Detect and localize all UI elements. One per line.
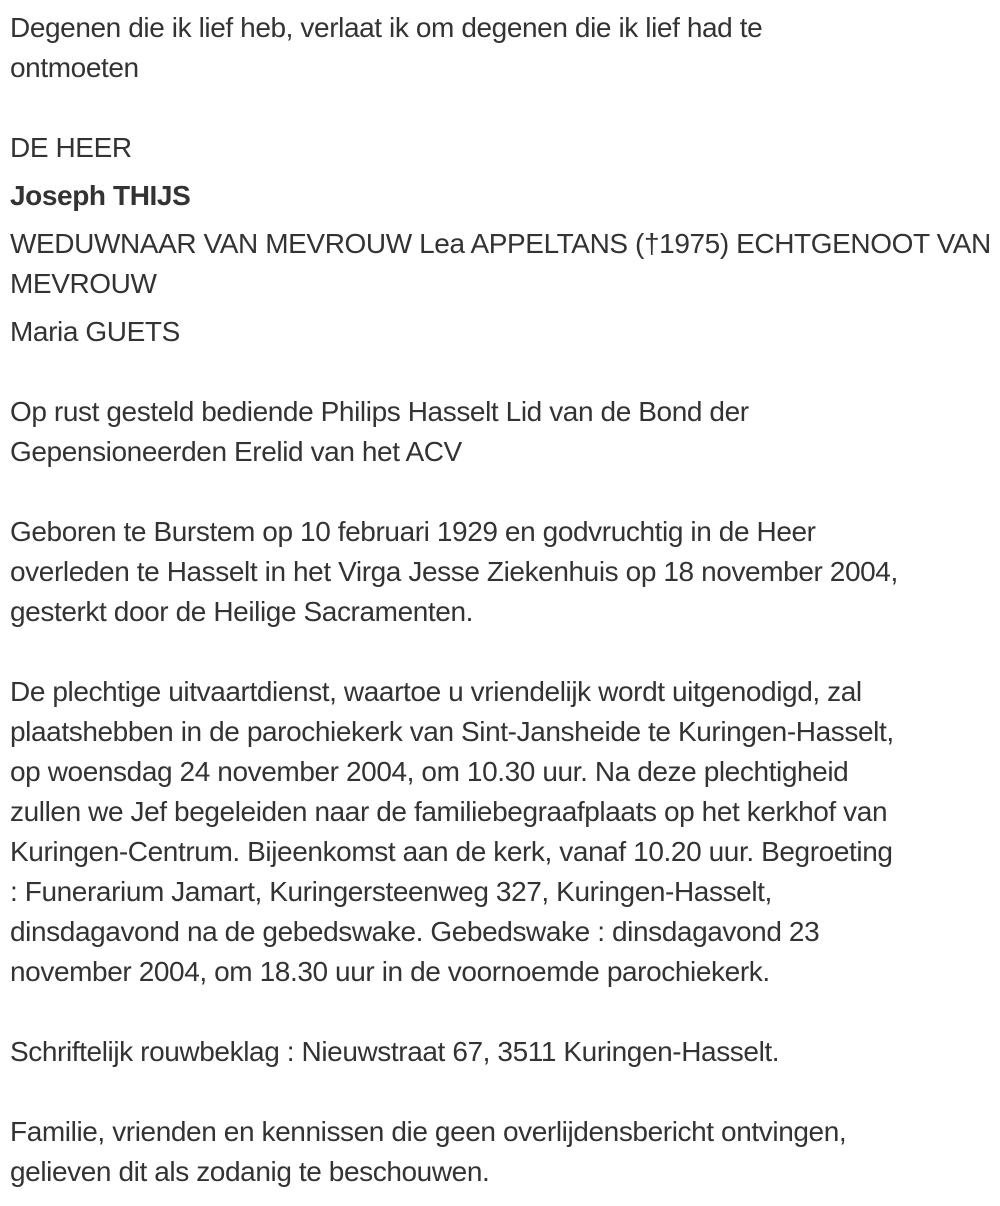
funeral-line-6: : Funerarium Jamart, Kuringersteenweg 327, Kuringen-Hasselt,: [10, 876, 772, 907]
deceased-name: [10, 176, 990, 216]
life-dates-paragraph: [10, 512, 990, 632]
funeral-line-3: op woensdag 24 november 2004, om 10.30 uur. Na deze plechtigheid: [10, 756, 849, 787]
career-line-2: Gepensioneerden Erelid van het ACV: [10, 436, 462, 467]
career-line-1: Op rust gesteld bediende Philips Hasselt Lid van de Bond der: [10, 396, 749, 427]
career-paragraph: [10, 392, 990, 472]
life-dates-line-1: Geboren te Burstem op 10 februari 1929 en godvruchtig in de Heer: [10, 516, 816, 547]
honorific: [10, 128, 990, 168]
quote-line-1: Degenen die ik lief heb, verlaat ik om degenen die ik lief had te: [10, 12, 763, 43]
quote-paragraph: [10, 8, 990, 88]
funeral-line-5: Kuringen-Centrum. Bijeenkomst aan de kerk, vanaf 10.20 uur. Begroeting: [10, 836, 893, 867]
funeral-line-4: zullen we Jef begeleiden naar de familiebegraafplaats op het kerkhof van: [10, 796, 888, 827]
spouse-name: [10, 312, 990, 352]
quote-line-2: ontmoeten: [10, 52, 139, 83]
condolence-address-line: Schriftelijk rouwbeklag : Nieuwstraat 67, 3511 Kuringen-Hasselt.: [10, 1036, 780, 1067]
funeral-line-2: plaatshebben in de parochiekerk van Sint-Jansheide te Kuringen-Hasselt,: [10, 716, 894, 747]
marital-status-paragraph: [10, 224, 990, 304]
marital-status-line-2: MEVROUW: [10, 268, 157, 299]
closing-notice-paragraph: [10, 1112, 990, 1192]
honorific-line: DE HEER: [10, 132, 132, 163]
deceased-name-line: Joseph THIJS: [10, 180, 191, 211]
closing-notice-line-1: Familie, vrienden en kennissen die geen overlijdensbericht ontvingen,: [10, 1116, 847, 1147]
spouse-name-line: Maria GUETS: [10, 316, 180, 347]
marital-status-line-1: WEDUWNAAR VAN MEVROUW Lea APPELTANS (†1975) ECHTGENOOT VAN: [10, 228, 991, 259]
closing-notice-line-2: gelieven dit als zodanig te beschouwen.: [10, 1156, 490, 1187]
life-dates-line-2: overleden te Hasselt in het Virga Jesse Ziekenhuis op 18 november 2004,: [10, 556, 898, 587]
funeral-line-7: dinsdagavond na de gebedswake. Gebedswake : dinsdagavond 23: [10, 916, 820, 947]
life-dates-line-3: gesterkt door de Heilige Sacramenten.: [10, 596, 474, 627]
funeral-line-8: november 2004, om 18.30 uur in de voornoemde parochiekerk.: [10, 956, 770, 987]
condolence-address-paragraph: [10, 1032, 990, 1072]
funeral-line-1: De plechtige uitvaartdienst, waartoe u vriendelijk wordt uitgenodigd, zal: [10, 676, 862, 707]
funeral-arrangements-paragraph: [10, 672, 990, 992]
